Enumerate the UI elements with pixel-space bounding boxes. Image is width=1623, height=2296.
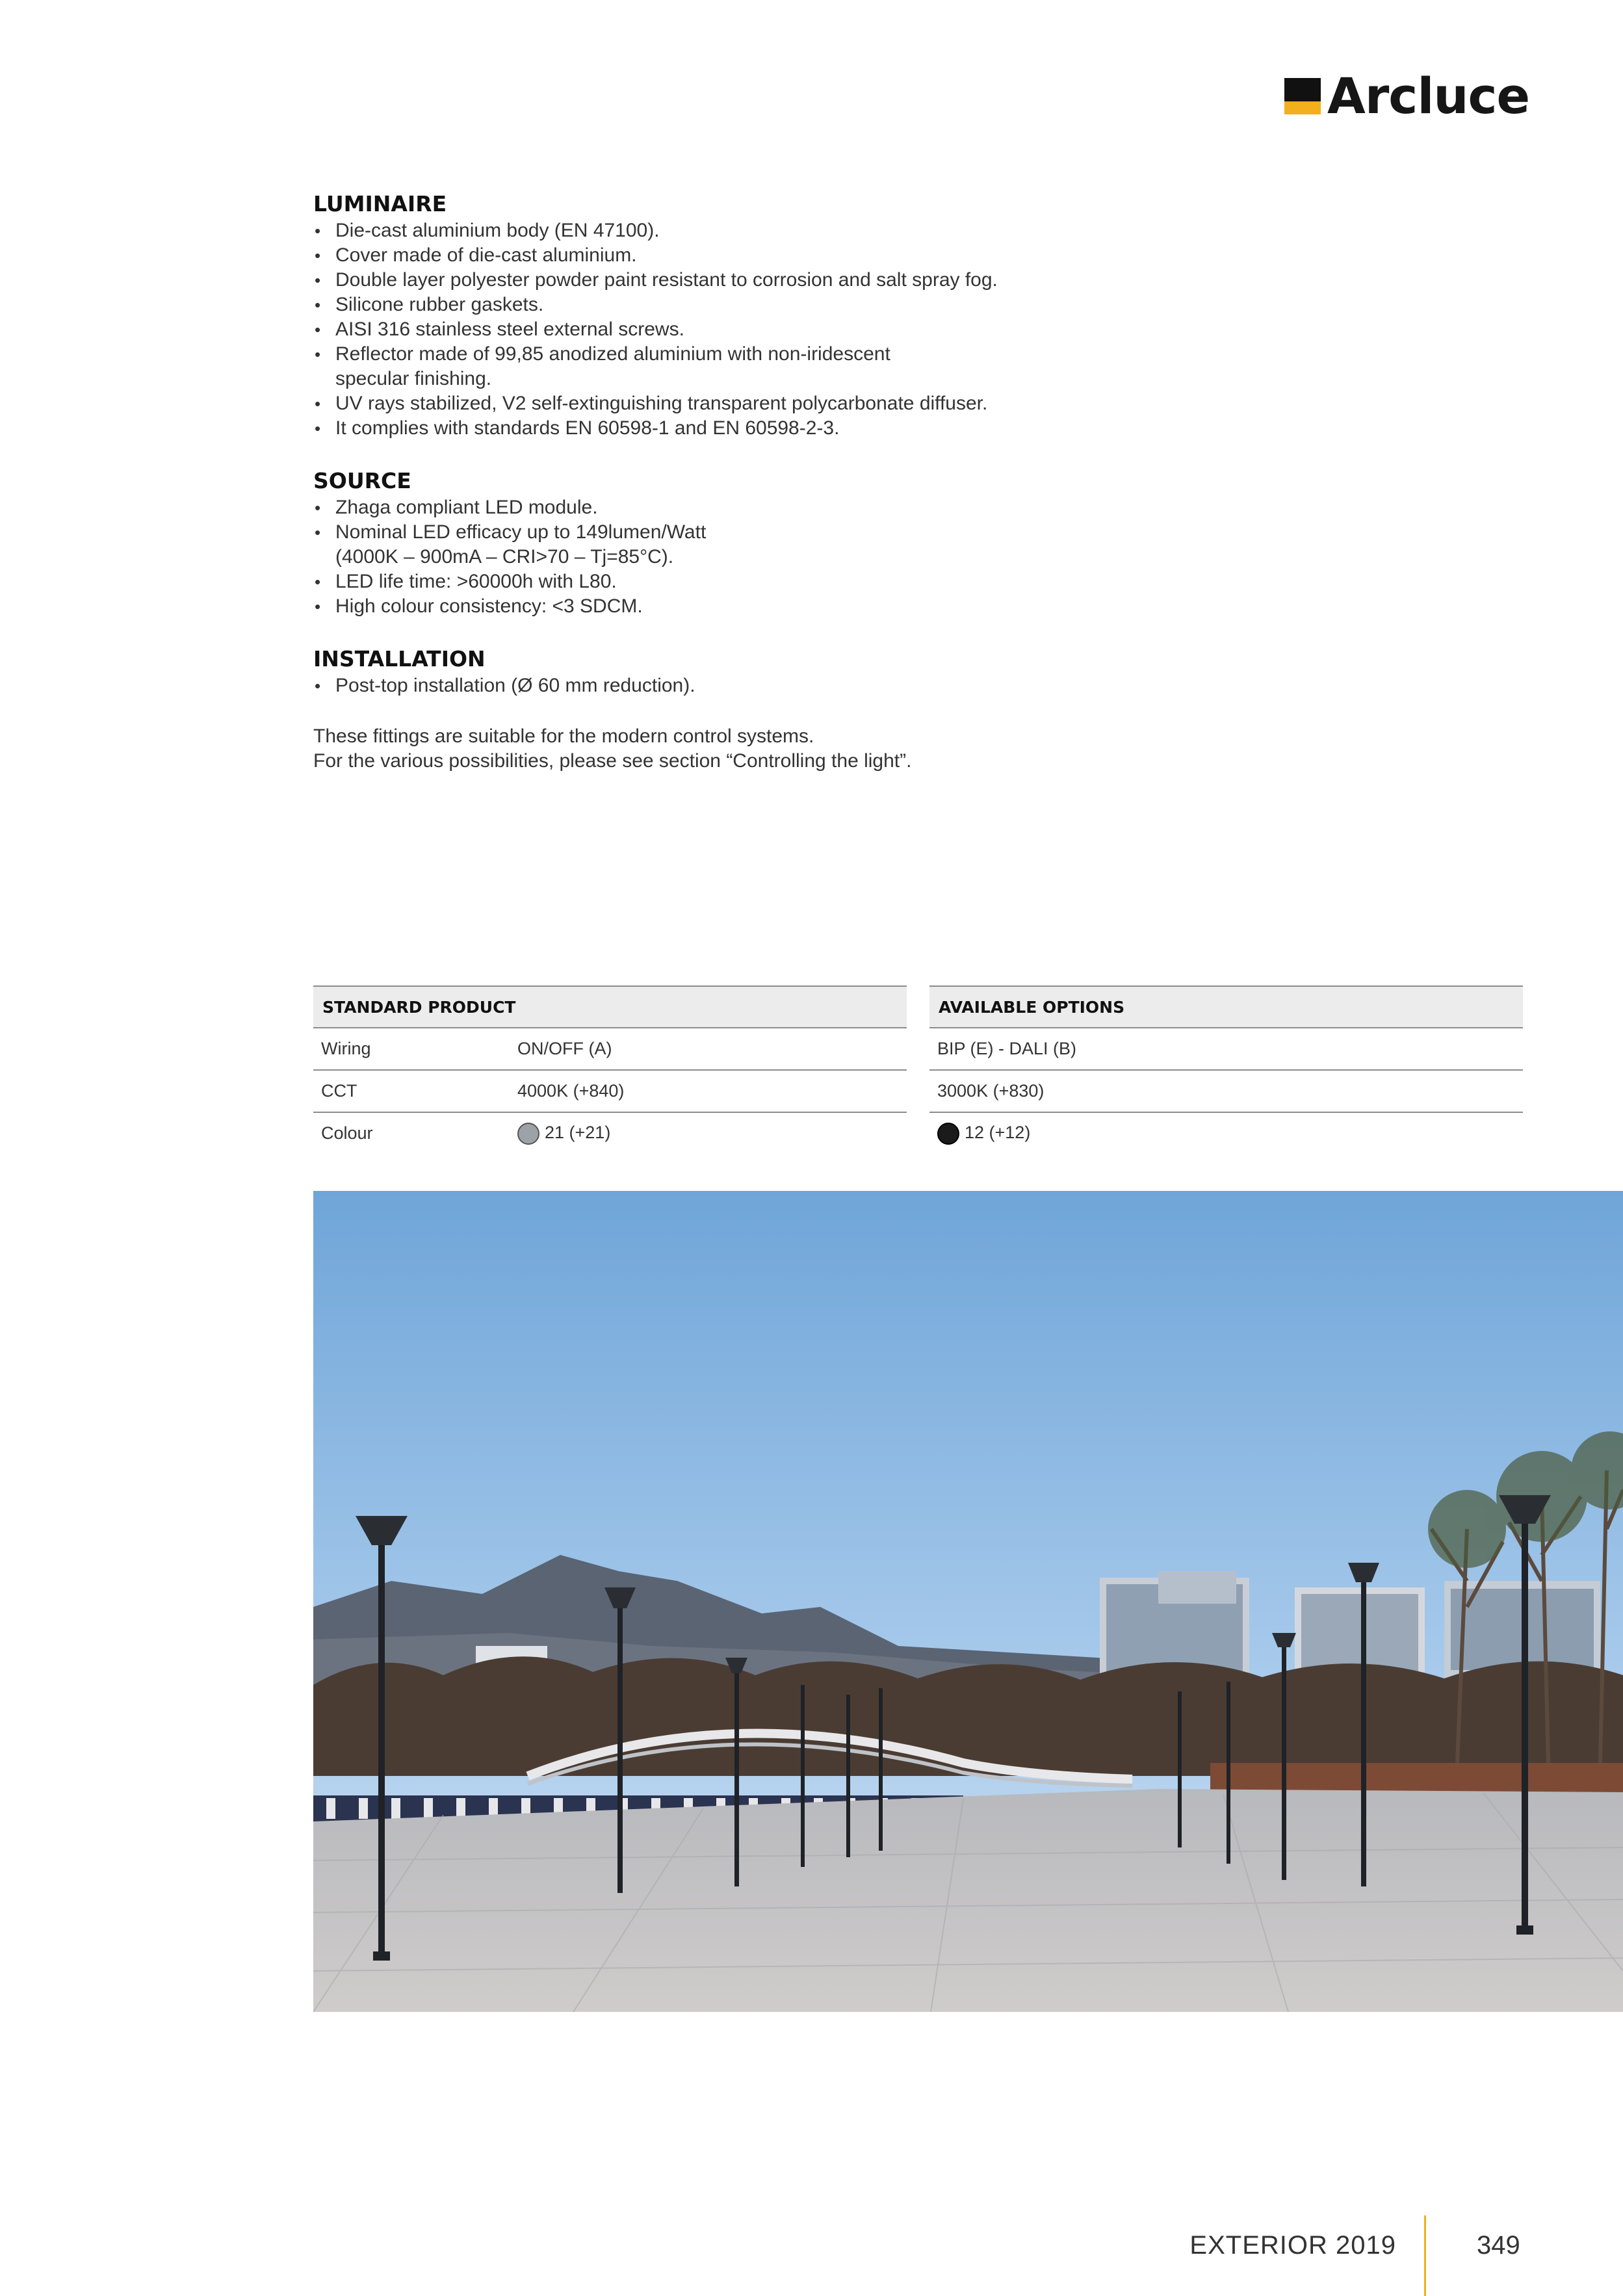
list-item: • It complies with standards EN 60598-1 and EN 60598-2-3. [313, 416, 1093, 441]
table-header: STANDARD PRODUCT [313, 987, 907, 1028]
list-item: • Nominal LED efficacy up to 149lumen/Watt (4000K – 900mA – CRI>70 – Tj=85°C). [313, 520, 1093, 569]
list-item: • Zhaga compliant LED module. [313, 495, 1093, 520]
section-title-installation: INSTALLATION [313, 646, 486, 672]
list-item: • Double layer polyester powder paint resistant to corrosion and salt spray fog. [313, 268, 1093, 293]
available-options-table [929, 985, 1523, 1154]
footer-divider [1424, 2215, 1426, 2296]
section-title-source: SOURCE [313, 468, 411, 493]
brand-logo [1284, 67, 1530, 125]
brand-name: Arcluce [1327, 67, 1530, 125]
row-label: CCT [321, 1081, 357, 1101]
table-row [929, 1113, 1523, 1154]
row-value: 4000K (+840) [517, 1081, 625, 1101]
luminaire-list [313, 218, 1093, 441]
row-label: Wiring [321, 1039, 371, 1058]
colour-swatch-icon [937, 1123, 959, 1145]
page-number: 349 [1477, 2231, 1520, 2260]
row-value: 3000K (+830) [937, 1081, 1045, 1101]
footer-category: EXTERIOR 2019 [1189, 2231, 1396, 2260]
list-item: • Post-top installation (Ø 60 mm reduction). [313, 673, 1093, 698]
list-item: • AISI 316 stainless steel external screws. [313, 317, 1093, 342]
list-item: • Cover made of die-cast aluminium. [313, 243, 1093, 268]
row-value: BIP (E) - DALI (B) [937, 1039, 1077, 1058]
table-header: AVAILABLE OPTIONS [929, 987, 1523, 1028]
control-systems-note: These fittings are suitable for the modern control systems. For the various possibilities, please see section “Controlling the light”. [313, 725, 912, 772]
standard-product-table [313, 985, 907, 1154]
list-item: • Die-cast aluminium body (EN 47100). [313, 218, 1093, 243]
row-value: ON/OFF (A) [517, 1039, 612, 1058]
logo-mark-icon [1284, 78, 1321, 114]
colour-swatch-icon [517, 1123, 539, 1145]
section-title-luminaire: LUMINAIRE [313, 191, 447, 216]
installation-list [313, 673, 1093, 698]
specifications [313, 190, 1093, 774]
table-row [313, 1028, 907, 1071]
source-list [313, 495, 1093, 619]
list-item: • UV rays stabilized, V2 self-extinguishing transparent polycarbonate diffuser. [313, 391, 1093, 416]
table-row [313, 1113, 907, 1154]
row-value: 12 (+12) [929, 1123, 1030, 1145]
table-row [929, 1071, 1523, 1113]
list-item: • Reflector made of 99,85 anodized aluminium with non-iridescent specular finishing. [313, 342, 1093, 391]
row-value: 21 (+21) [517, 1123, 610, 1145]
list-item: • Silicone rubber gaskets. [313, 293, 1093, 317]
table-row [313, 1071, 907, 1113]
product-installation-photo [313, 1191, 1623, 2012]
list-item: • LED life time: >60000h with L80. [313, 569, 1093, 594]
row-label: Colour [321, 1123, 373, 1143]
table-row [929, 1028, 1523, 1071]
list-item: • High colour consistency: <3 SDCM. [313, 594, 1093, 619]
